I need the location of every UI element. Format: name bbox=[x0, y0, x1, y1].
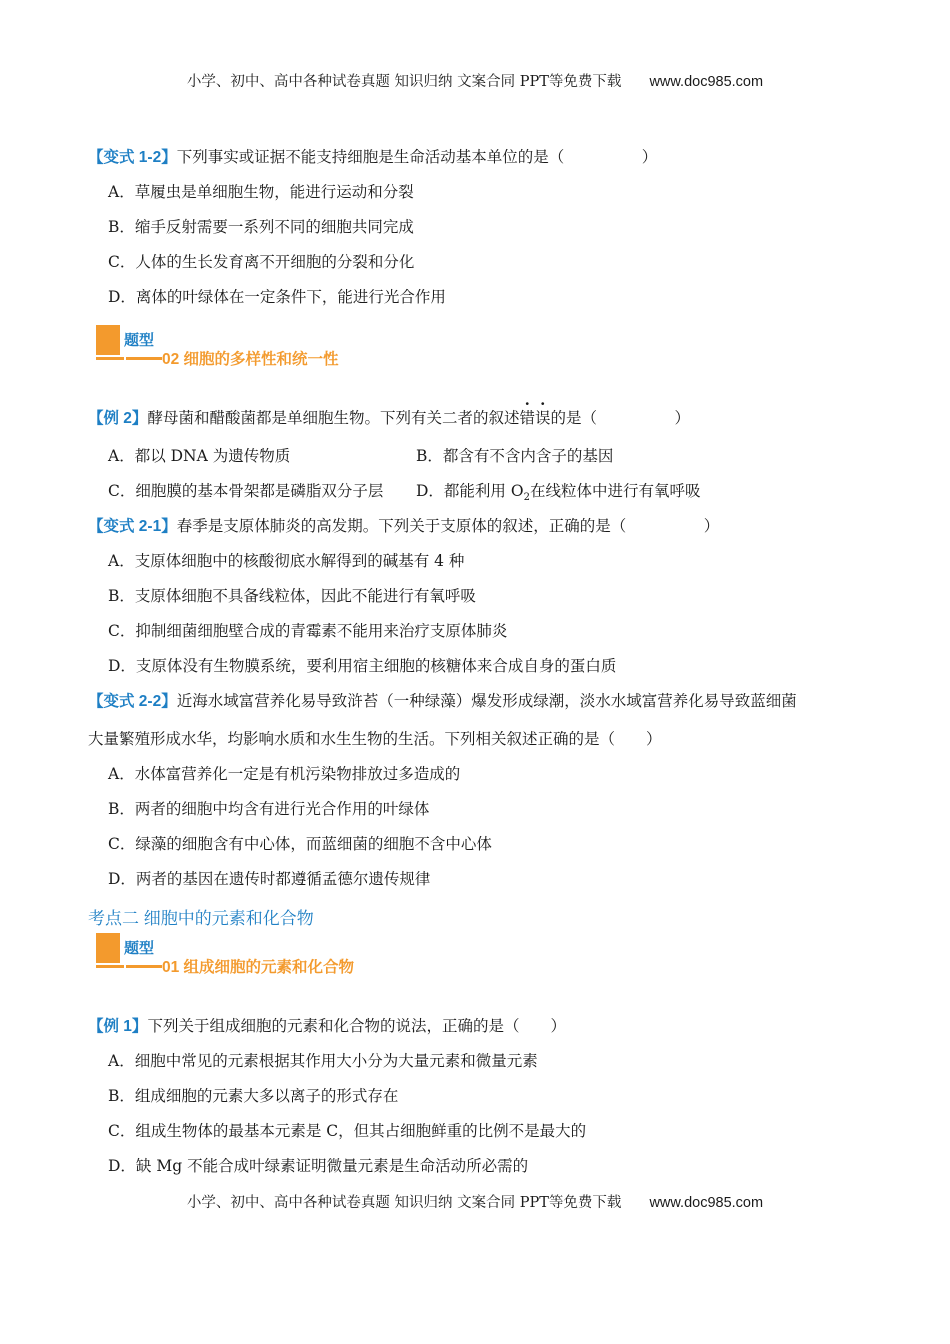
option: A．草履虫是单细胞生物，能进行运动和分裂 bbox=[108, 183, 414, 201]
question-stem bbox=[88, 691, 797, 712]
option: B．都含有不含内含子的基因 bbox=[416, 447, 614, 465]
question-tag: 【例 1】 bbox=[88, 1018, 148, 1035]
question-text-cont: 大量繁殖形成水华，均影响水质和水生生物的生活。下列相关叙述正确的是（ ） bbox=[88, 730, 662, 748]
question-stem bbox=[88, 147, 657, 168]
option: A．都以 DNA 为遗传物质 bbox=[108, 447, 291, 465]
question-text: 春季是支原体肺炎的高发期。下列关于支原体的叙述，正确的是（ ） bbox=[176, 517, 720, 535]
section-heading: 考点二 细胞中的元素和化合物 bbox=[88, 909, 314, 928]
title-label: 题型 bbox=[124, 332, 155, 349]
page-footer bbox=[0, 1191, 950, 1212]
question-text: 近海水域富营养化易导致浒苔（一种绿藻）爆发形成绿潮，淡水水域富营养化易导致蓝细菌 bbox=[176, 692, 797, 710]
option: B．两者的细胞中均含有进行光合作用的叶绿体 bbox=[108, 800, 430, 818]
question-stem bbox=[88, 516, 719, 537]
title-label: 题型 bbox=[124, 940, 155, 957]
header-site: www.doc985.com bbox=[649, 74, 764, 90]
option: C．抑制细菌细胞壁合成的青霉素不能用来治疗支原体肺炎 bbox=[108, 622, 508, 640]
option: B．支原体细胞不具备线粒体，因此不能进行有氧呼吸 bbox=[108, 587, 476, 605]
question-stem bbox=[88, 1016, 566, 1037]
emphasis-char: 误 bbox=[534, 409, 551, 427]
option bbox=[416, 481, 700, 508]
option: D．离体的叶绿体在一定条件下，能进行光合作用 bbox=[108, 288, 446, 306]
title-marker bbox=[96, 325, 120, 355]
option-text: 在线粒体中进行有氧呼吸 bbox=[529, 482, 701, 500]
question-tag: 【变式 2-2】 bbox=[88, 693, 177, 710]
title-text: 01 组成细胞的元素和化合物 bbox=[162, 959, 355, 976]
emphasis-char: 错 bbox=[519, 409, 535, 427]
topic-title bbox=[96, 933, 396, 976]
question-tag: 【变式 1-2】 bbox=[88, 149, 177, 166]
option: B．缩手反射需要一系列不同的细胞共同完成 bbox=[108, 218, 414, 236]
title-marker bbox=[96, 933, 120, 963]
option: B．组成细胞的元素大多以离子的形式存在 bbox=[108, 1087, 399, 1105]
question-tag: 【例 2】 bbox=[88, 410, 148, 427]
option: A．支原体细胞中的核酸彻底水解得到的碱基有 4 种 bbox=[108, 552, 465, 570]
option: A．水体富营养化一定是有机污染物排放过多造成的 bbox=[108, 765, 461, 783]
footer-text: 小学、初中、高中各种试卷真题 知识归纳 文案合同 PPT等免费下载 bbox=[186, 1195, 622, 1211]
option: A．细胞中常见的元素根据其作用大小分为大量元素和微量元素 bbox=[108, 1052, 538, 1070]
option-text: D．都能利用 O bbox=[416, 482, 524, 500]
title-underline bbox=[96, 965, 124, 968]
question-text: 下列事实或证据不能支持细胞是生命活动基本单位的是（ ） bbox=[176, 148, 658, 166]
question-tag: 【变式 2-1】 bbox=[88, 518, 177, 535]
header-text: 小学、初中、高中各种试卷真题 知识归纳 文案合同 PPT等免费下载 bbox=[186, 74, 622, 90]
question-text-end: 的是（ ） bbox=[550, 409, 690, 427]
title-underline bbox=[126, 965, 162, 968]
option: C．人体的生长发育离不开细胞的分裂和分化 bbox=[108, 253, 415, 271]
option: C．组成生物体的最基本元素是 C，但其占细胞鲜重的比例不是最大的 bbox=[108, 1122, 587, 1140]
title-text: 02 细胞的多样性和统一性 bbox=[162, 351, 339, 368]
option: D．支原体没有生物膜系统，要利用宿主细胞的核糖体来合成自身的蛋白质 bbox=[108, 657, 617, 675]
title-underline bbox=[96, 357, 124, 360]
title-underline bbox=[126, 357, 162, 360]
topic-title bbox=[96, 325, 396, 368]
option: D．两者的基因在遗传时都遵循孟德尔遗传规律 bbox=[108, 870, 431, 888]
footer-site: www.doc985.com bbox=[649, 1195, 764, 1211]
option: C．绿藻的细胞含有中心体，而蓝细菌的细胞不含中心体 bbox=[108, 835, 492, 853]
page-header bbox=[0, 70, 950, 91]
option: C．细胞膜的基本骨架都是磷脂双分子层 bbox=[108, 482, 384, 500]
question-stem bbox=[88, 408, 690, 429]
subscript: 2 bbox=[523, 492, 530, 504]
question-text: 酵母菌和醋酸菌都是单细胞生物。下列有关二者的叙述 bbox=[147, 409, 520, 427]
option: D．缺 Mg 不能合成叶绿素证明微量元素是生命活动所必需的 bbox=[108, 1157, 529, 1175]
question-text: 下列关于组成细胞的元素和化合物的说法，正确的是（ ） bbox=[147, 1017, 566, 1035]
